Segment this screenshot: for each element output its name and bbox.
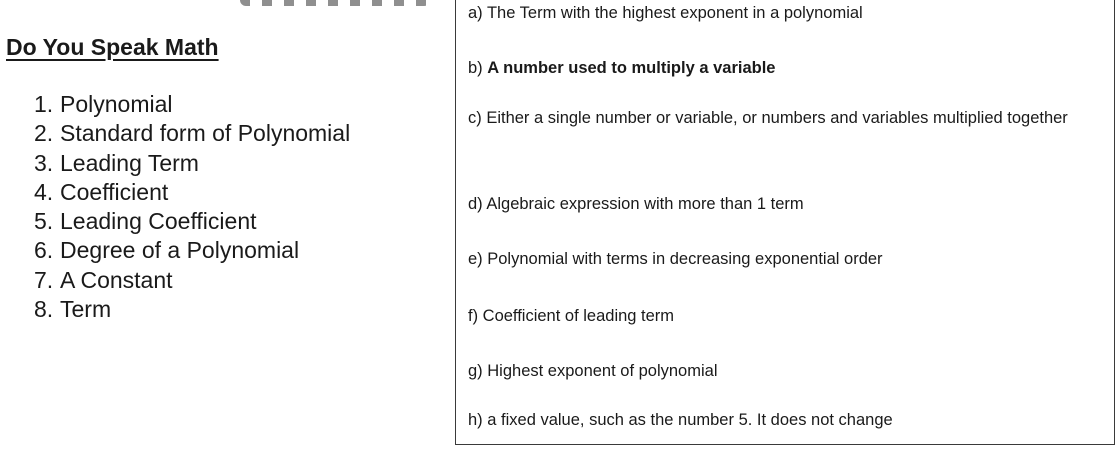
definition-text: A number used to multiply a variable <box>487 59 776 77</box>
term-item <box>34 119 350 148</box>
term-text: Polynomial <box>60 91 173 117</box>
term-item <box>34 207 350 236</box>
term-item <box>34 178 350 207</box>
term-text: Coefficient <box>60 178 169 205</box>
term-number: 8. <box>34 296 54 323</box>
term-number: 1. <box>34 91 54 117</box>
definition-b <box>468 59 775 78</box>
term-number: 2. <box>34 120 54 147</box>
definitions-box <box>455 0 1115 445</box>
section-heading: Do You Speak Math <box>6 34 219 60</box>
definition-a: a) The Term with the highest exponent in a polynomial <box>468 4 863 22</box>
term-item <box>34 266 350 295</box>
term-text: Leading Coefficient <box>60 208 257 235</box>
term-text: Standard form of Polynomial <box>60 120 351 147</box>
terms-list <box>34 90 350 324</box>
definition-c: c) Either a single number or variable, or numbers and variables multiplied together <box>468 109 1068 127</box>
term-text: Degree of a Polynomial <box>60 237 300 264</box>
term-item <box>34 295 350 324</box>
term-text: Leading Term <box>60 149 199 176</box>
term-number: 5. <box>34 208 54 235</box>
term-number: 4. <box>34 178 54 205</box>
term-number: 6. <box>34 237 54 264</box>
term-number: 3. <box>34 149 54 176</box>
definition-g: g) Highest exponent of polynomial <box>468 362 718 380</box>
term-item <box>34 236 350 265</box>
definition-f: f) Coefficient of leading term <box>468 307 675 325</box>
definition-d: d) Algebraic expression with more than 1 term <box>468 195 804 213</box>
term-text: Term <box>60 296 112 323</box>
term-number: 7. <box>34 266 54 293</box>
definition-prefix: b) <box>468 59 488 77</box>
definition-e: e) Polynomial with terms in decreasing exponential order <box>468 250 883 268</box>
term-text: A Constant <box>60 266 173 293</box>
terms-panel <box>0 0 440 449</box>
definition-h: h) a fixed value, such as the number 5. It does not change <box>468 411 893 429</box>
term-item <box>34 149 350 178</box>
term-item <box>34 90 350 119</box>
